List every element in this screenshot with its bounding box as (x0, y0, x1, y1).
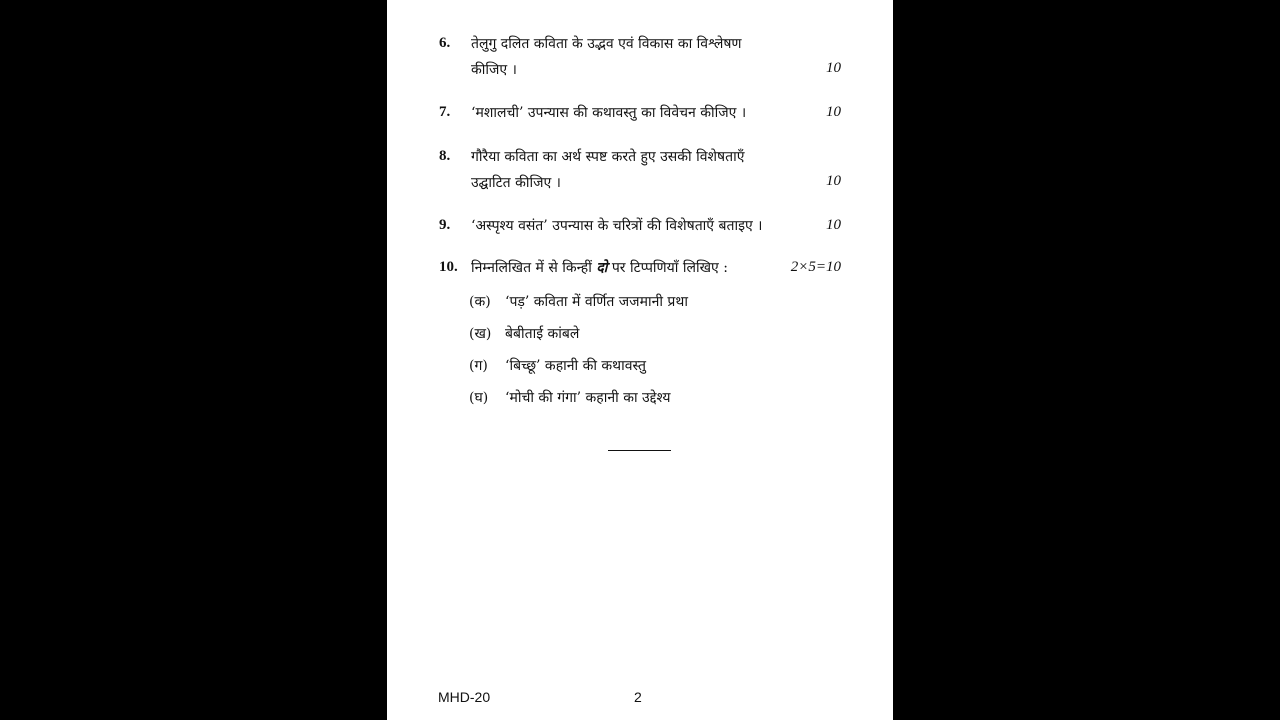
sub-item (469, 388, 671, 407)
sub-item-text: ‘मोची की गंगा’ कहानी का उद्देश्य (505, 390, 671, 406)
question-marks: 2×5=10 (790, 259, 841, 275)
question-text-line (471, 258, 728, 277)
sub-item-text: ‘पड़’ कविता में वर्णित जजमानी प्रथा (505, 294, 688, 310)
emphasis-text: दो (596, 260, 608, 276)
question-text-line: गौरैया कविता का अर्थ स्पष्ट करते हुए उसकी विशेषताएँ (471, 149, 745, 165)
question-number: 6. (439, 35, 451, 51)
question-text-line: कीजिए । (471, 62, 517, 78)
question-text-part: निम्नलिखित में से किन्हीं (471, 260, 592, 276)
question-text-line: तेलुगु दलित कविता के उद्भव एवं विकास का विश्लेषण (471, 36, 742, 52)
sub-item (469, 292, 688, 311)
question-number: 10. (439, 259, 458, 275)
footer-page-number: 2 (634, 689, 642, 705)
question-number: 8. (439, 148, 451, 164)
question-marks: 10 (826, 104, 841, 120)
question-number: 7. (439, 104, 451, 120)
sub-item-label: (घ) (469, 390, 489, 406)
footer-course-code: MHD-20 (438, 689, 491, 705)
question-text-part: पर टिप्पणियाँ लिखिए : (611, 260, 728, 276)
document-page (387, 0, 893, 720)
sub-item-text: बेबीताई कांबले (505, 326, 580, 342)
sub-item-label: (क) (469, 294, 491, 310)
sub-item (469, 324, 579, 343)
sub-item-text: ‘बिच्छू’ कहानी की कथावस्तु (505, 358, 646, 374)
end-rule (608, 450, 671, 451)
question-text-line: ‘अस्पृश्य वसंत’ उपन्यास के चरित्रों की विशेषताएँ बताइए । (471, 218, 763, 234)
sub-item (469, 356, 646, 375)
sub-item-label: (ख) (469, 326, 492, 342)
question-marks: 10 (826, 60, 841, 76)
question-text-line: ‘मशालची’ उपन्यास की कथावस्तु का विवेचन कीजिए । (471, 105, 747, 121)
question-marks: 10 (826, 217, 841, 233)
question-number: 9. (439, 217, 451, 233)
sub-item-label: (ग) (469, 358, 488, 374)
question-marks: 10 (826, 173, 841, 189)
question-text-line: उद्घाटित कीजिए । (471, 175, 561, 191)
